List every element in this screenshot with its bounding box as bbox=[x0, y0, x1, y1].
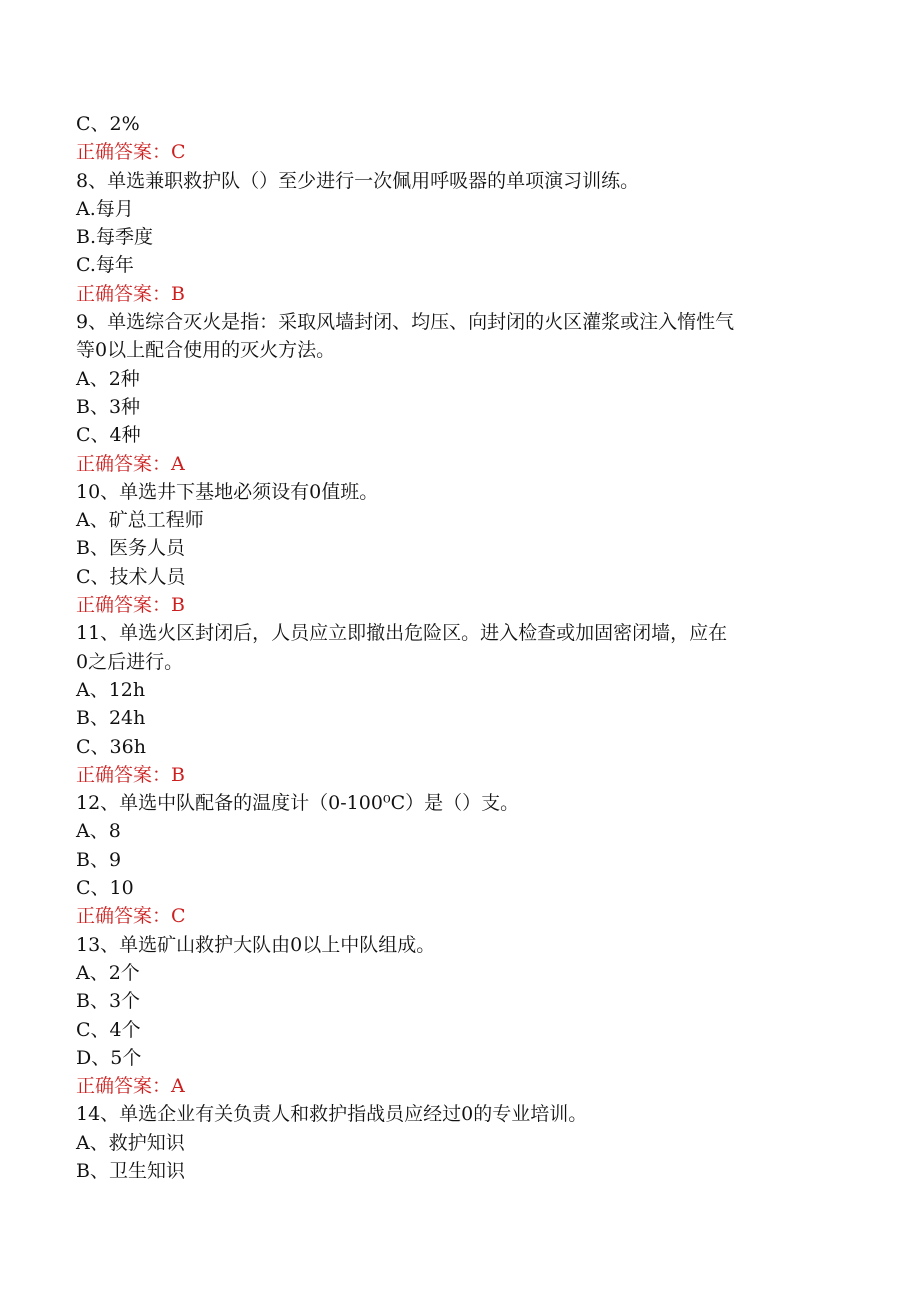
answer-option: C、4种 bbox=[76, 424, 141, 447]
answer-option: C.每年 bbox=[76, 254, 134, 277]
answer-option: C、10 bbox=[76, 877, 134, 900]
question-text: 13、单选矿山救护大队由0以上中队组成。 bbox=[76, 933, 436, 956]
correct-answer: 正确答案：B bbox=[76, 763, 185, 786]
correct-answer: 正确答案：B bbox=[76, 594, 185, 617]
question-text: 10、单选井下基地必须设有0值班。 bbox=[76, 480, 379, 503]
question-text: 8、单选兼职救护队（）至少进行一次佩用呼吸器的单项演习训练。 bbox=[76, 169, 640, 192]
answer-option: A、2个 bbox=[76, 961, 140, 984]
answer-option: C、36h bbox=[76, 735, 146, 758]
answer-option: D、5个 bbox=[76, 1046, 142, 1069]
answer-option: B、3种 bbox=[76, 395, 141, 418]
answer-option: A、矿总工程师 bbox=[76, 509, 204, 532]
answer-option: B、医务人员 bbox=[76, 537, 185, 560]
correct-answer: 正确答案：A bbox=[76, 1075, 185, 1098]
answer-option: A、救护知识 bbox=[76, 1131, 185, 1154]
answer-option: B.每季度 bbox=[76, 226, 154, 249]
answer-option: B、24h bbox=[76, 707, 146, 730]
answer-option: B、9 bbox=[76, 848, 122, 871]
answer-option: C、4个 bbox=[76, 1018, 141, 1041]
question-list bbox=[76, 110, 846, 1185]
answer-option: A、2种 bbox=[76, 367, 140, 390]
question-text: 等0以上配合使用的灭火方法。 bbox=[76, 339, 336, 362]
answer-option: A.每月 bbox=[76, 197, 134, 220]
question-text: 14、单选企业有关负责人和救护指战员应经过0的专业培训。 bbox=[76, 1103, 588, 1126]
correct-answer: 正确答案：A bbox=[76, 452, 185, 475]
answer-option: A、12h bbox=[76, 678, 146, 701]
question-text: 12、单选中队配备的温度计（0-100⁰C）是（）支。 bbox=[76, 792, 520, 815]
question-text: 0之后进行。 bbox=[76, 650, 184, 673]
correct-answer: 正确答案：B bbox=[76, 282, 185, 305]
answer-option: C、2% bbox=[76, 113, 140, 135]
question-text: 9、单选综合灭火是指：采取风墙封闭、均压、向封闭的火区灌浆或注入惰性气 bbox=[76, 311, 735, 334]
question-text: 11、单选火区封闭后，人员应立即撤出危险区。进入检查或加固密闭墙，应在 bbox=[76, 622, 728, 645]
answer-option: B、卫生知识 bbox=[76, 1159, 185, 1182]
answer-option: A、8 bbox=[76, 820, 121, 843]
correct-answer: 正确答案：C bbox=[76, 905, 186, 928]
correct-answer: 正确答案：C bbox=[76, 141, 186, 164]
answer-option: C、技术人员 bbox=[76, 565, 186, 588]
answer-option: B、3个 bbox=[76, 990, 141, 1013]
